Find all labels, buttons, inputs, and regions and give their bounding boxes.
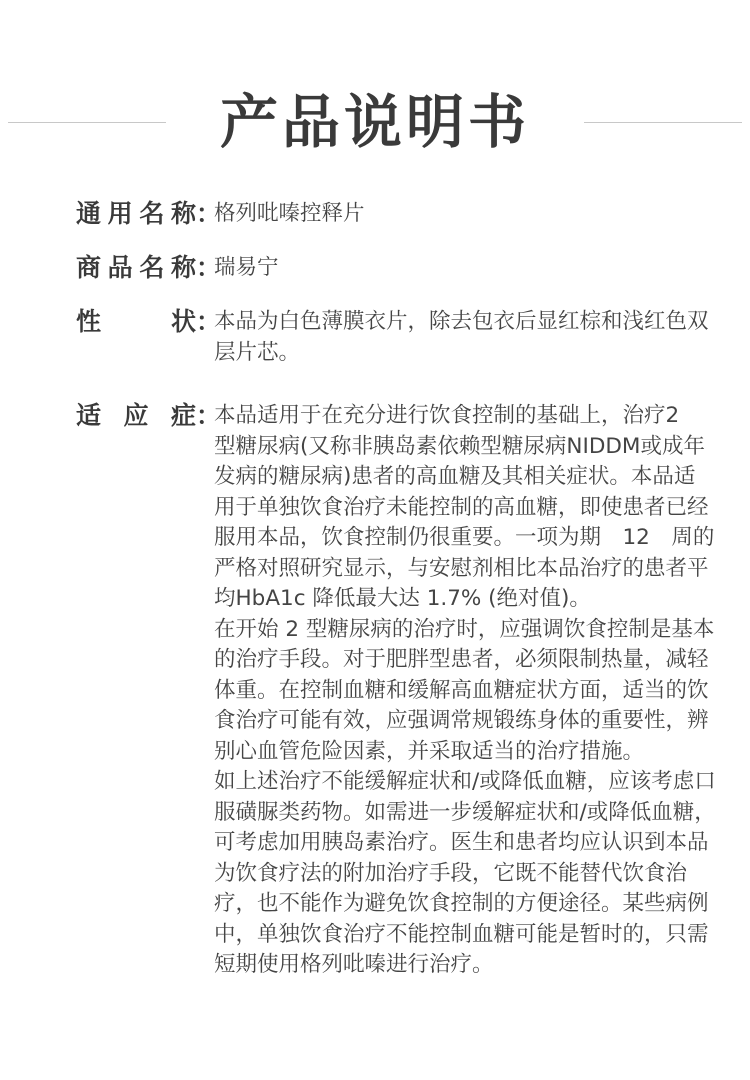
field-indications: [76, 398, 716, 981]
field-generic-name: [76, 196, 716, 232]
page-title: 产品说明书: [219, 88, 530, 156]
field-label: [76, 304, 222, 340]
indications-value: [214, 398, 716, 981]
brand-name-value: 瑞易宁: [214, 255, 279, 280]
field-label: [76, 196, 222, 232]
field-appearance: [76, 304, 716, 368]
indications-paragraph: 本品适用于在充分进行饮食控制的基础上，治疗2 型糖尿病(又称非胰岛素依赖型糖尿病NIDDM或成年发病的糖尿病)患者的高血糖及其相关症状。本品适用于单独饮食治疗未能控制的高血糖，即使患者已经服用本品，饮食控制仍很重要。一项为期 12 周的严格对照研究显示，与安慰剂相比本品治疗的患者平均HbA1c 降低最大达 1.7% (绝对值)。: [214, 403, 715, 611]
appearance-label: 性 状: [76, 307, 196, 336]
appearance-value: 本品为白色薄膜衣片，除去包衣后显红棕和浅红色双层片芯。: [214, 309, 709, 365]
generic-name-value: 格列吡嗪控释片: [214, 201, 365, 226]
brand-name-label: 商品名称: [76, 253, 196, 282]
label-colon: ：: [196, 307, 222, 336]
product-info: [76, 196, 716, 981]
field-label: [76, 398, 222, 434]
title-block: [0, 78, 750, 168]
indications-label: 适 应 症: [76, 401, 196, 430]
indications-paragraph: 如上述治疗不能缓解症状和/或降低血糖，应该考虑口服磺脲类药物。如需进一步缓解症状和/或降低血糖，可考虑加用胰岛素治疗。医生和患者均应认识到本品为饮食疗法的附加治疗手段，它既不能替代饮食治疗，也不能作为避免饮食控制的方便途径。某些病例中，单独饮食治疗不能控制血糖可能是暂时的，只需短期使用格列吡嗪进行治疗。: [214, 769, 716, 977]
field-brand-name: [76, 250, 716, 286]
generic-name-label: 通用名称: [76, 199, 196, 228]
label-colon: ：: [196, 253, 222, 282]
indications-paragraph: 在开始 2 型糖尿病的治疗时，应强调饮食控制是基本的治疗手段。对于肥胖型患者，必须限制热量，减轻体重。在控制血糖和缓解高血糖症状方面，适当的饮食治疗可能有效，应强调常规锻练身体的重要性，辨别心血管危险因素，并采取适当的治疗措施。: [214, 616, 715, 764]
label-colon: ：: [196, 401, 222, 430]
title-divider-right: [584, 122, 742, 123]
label-colon: ：: [196, 199, 222, 228]
field-label: [76, 250, 222, 286]
